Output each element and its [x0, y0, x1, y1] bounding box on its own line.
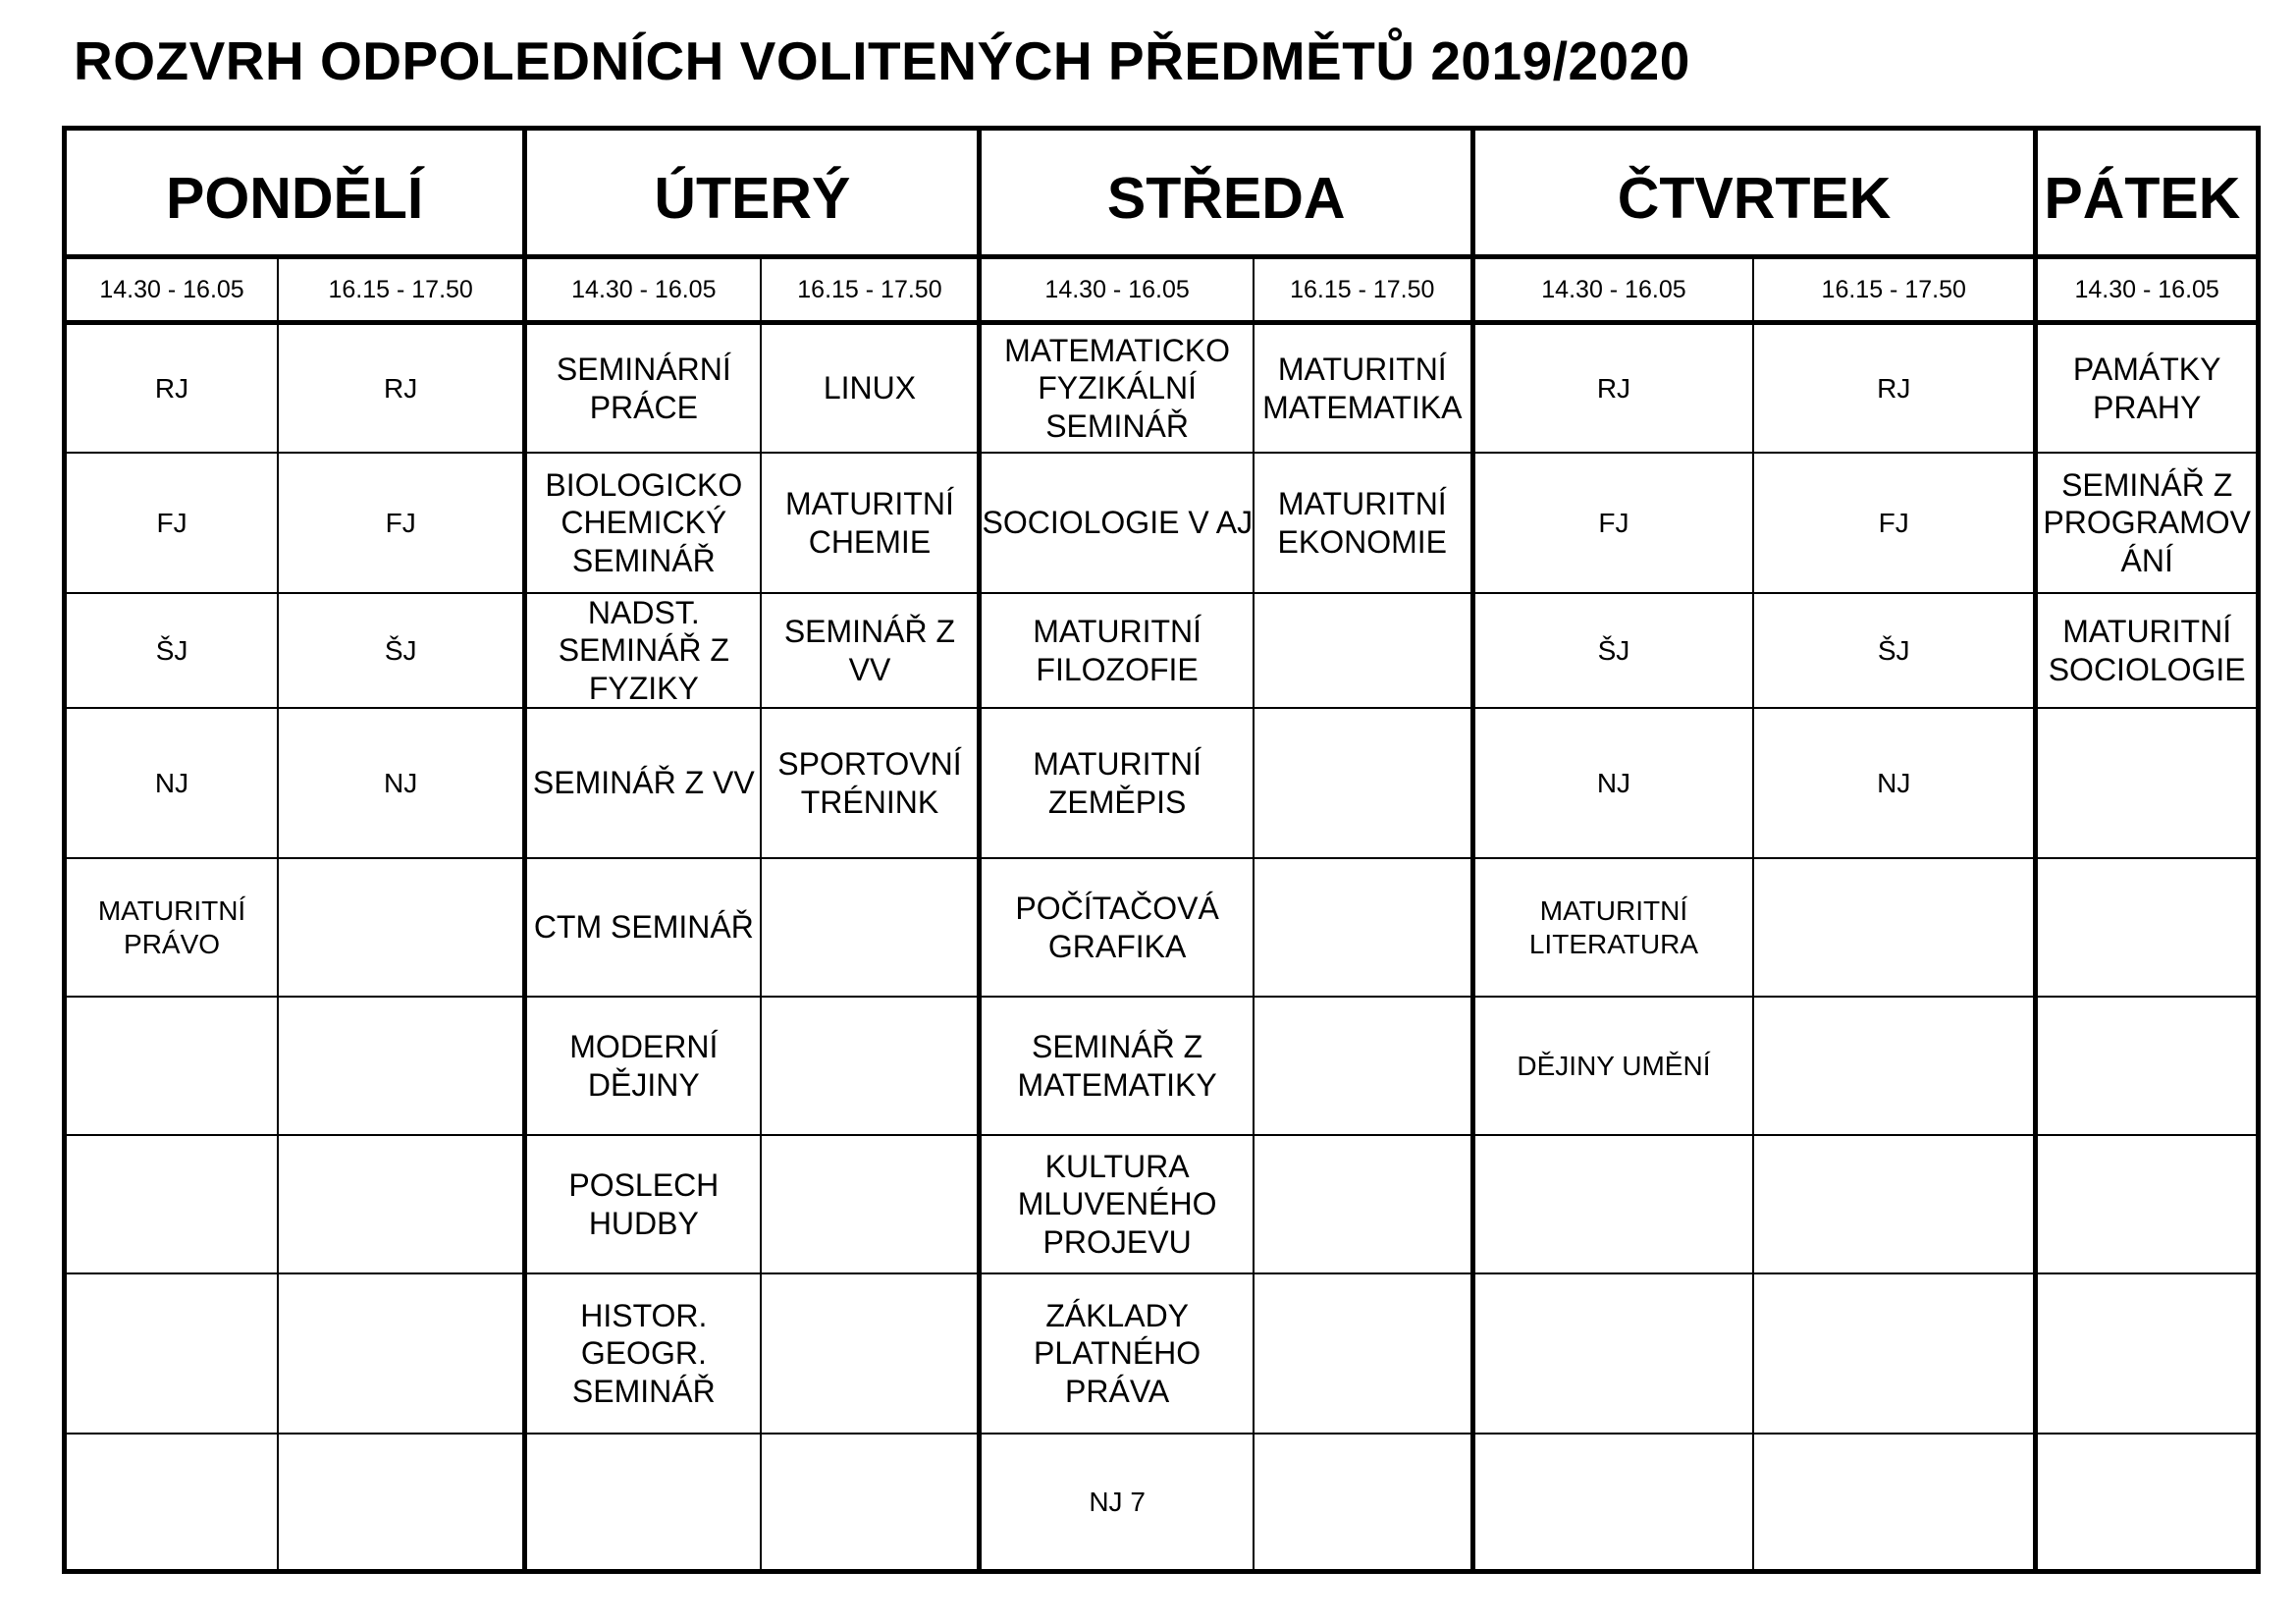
course-cell: LINUX	[761, 323, 980, 454]
course-cell: CTM SEMINÁŘ	[525, 858, 762, 997]
course-cell	[761, 858, 980, 997]
table-row	[65, 997, 2259, 1135]
course-cell: MATURITNÍ FILOZOFIE	[980, 593, 1254, 708]
course-cell	[278, 858, 525, 997]
course-cell: RJ	[1472, 323, 1753, 454]
course-cell: RJ	[1753, 323, 2036, 454]
time-slot: 14.30 - 16.05	[1472, 257, 1753, 323]
table-row	[65, 1273, 2259, 1434]
course-cell: SEMINÁŘ Z MATEMATIKY	[980, 997, 1254, 1135]
table-row	[65, 858, 2259, 997]
course-cell	[1254, 1434, 1473, 1572]
course-cell: FJ	[1753, 453, 2036, 593]
course-cell	[1254, 593, 1473, 708]
course-cell: RJ	[278, 323, 525, 454]
course-cell	[1472, 1273, 1753, 1434]
schedule-table	[62, 126, 2261, 1574]
page-title: ROZVRH ODPOLEDNÍCH VOLITENÝCH PŘEDMĚTŮ 2019/2020	[74, 30, 1690, 91]
course-cell: DĚJINY UMĚNÍ	[1472, 997, 1753, 1135]
course-cell: SEMINÁRNÍ PRÁCE	[525, 323, 762, 454]
time-slot: 14.30 - 16.05	[65, 257, 279, 323]
course-cell: FJ	[65, 453, 279, 593]
course-cell: RJ	[65, 323, 279, 454]
day-header-friday: PÁTEK	[2036, 129, 2259, 257]
table-row	[65, 323, 2259, 454]
course-cell: HISTOR. GEOGR. SEMINÁŘ	[525, 1273, 762, 1434]
day-header-thursday: ČTVRTEK	[1472, 129, 2036, 257]
course-cell: MATURITNÍ SOCIOLOGIE	[2036, 593, 2259, 708]
course-cell: ŠJ	[278, 593, 525, 708]
course-cell	[65, 1434, 279, 1572]
course-cell: MATURITNÍ ZEMĚPIS	[980, 708, 1254, 858]
course-cell: NADST. SEMINÁŘ Z FYZIKY	[525, 593, 762, 708]
course-cell	[1254, 858, 1473, 997]
course-cell: MATURITNÍ CHEMIE	[761, 453, 980, 593]
table-row	[65, 593, 2259, 708]
course-cell: MATURITNÍ MATEMATIKA	[1254, 323, 1473, 454]
time-slot: 14.30 - 16.05	[2036, 257, 2259, 323]
course-cell: FJ	[1472, 453, 1753, 593]
course-cell: MATEMATICKO FYZIKÁLNÍ SEMINÁŘ	[980, 323, 1254, 454]
course-cell	[2036, 1273, 2259, 1434]
course-cell	[1254, 708, 1473, 858]
course-cell: NJ	[1753, 708, 2036, 858]
course-cell: MATURITNÍ EKONOMIE	[1254, 453, 1473, 593]
course-cell	[2036, 858, 2259, 997]
course-cell	[1753, 1434, 2036, 1572]
course-cell: ZÁKLADY PLATNÉHO PRÁVA	[980, 1273, 1254, 1434]
course-cell	[1753, 858, 2036, 997]
course-cell	[2036, 1135, 2259, 1273]
course-cell	[761, 1273, 980, 1434]
course-cell: SEMINÁŘ Z VV	[761, 593, 980, 708]
course-cell: SPORTOVNÍ TRÉNINK	[761, 708, 980, 858]
course-cell	[278, 1135, 525, 1273]
course-cell: FJ	[278, 453, 525, 593]
course-cell: MATURITNÍ PRÁVO	[65, 858, 279, 997]
course-cell	[1254, 1135, 1473, 1273]
course-cell	[2036, 1434, 2259, 1572]
course-cell: PAMÁTKY PRAHY	[2036, 323, 2259, 454]
course-cell	[1472, 1434, 1753, 1572]
table-row	[65, 1135, 2259, 1273]
course-cell: NJ	[1472, 708, 1753, 858]
course-cell: ŠJ	[1753, 593, 2036, 708]
time-slot: 16.15 - 17.50	[1254, 257, 1473, 323]
course-cell	[65, 1273, 279, 1434]
course-cell	[525, 1434, 762, 1572]
day-header-row	[65, 129, 2259, 257]
course-cell	[278, 1273, 525, 1434]
course-cell	[761, 1434, 980, 1572]
course-cell	[1753, 1273, 2036, 1434]
course-cell: ŠJ	[65, 593, 279, 708]
course-cell: NJ	[65, 708, 279, 858]
course-cell	[761, 1135, 980, 1273]
course-cell: POČÍTAČOVÁ GRAFIKA	[980, 858, 1254, 997]
course-cell	[2036, 708, 2259, 858]
day-header-monday: PONDĚLÍ	[65, 129, 525, 257]
time-slot: 14.30 - 16.05	[525, 257, 762, 323]
course-cell	[2036, 997, 2259, 1135]
table-row	[65, 1434, 2259, 1572]
course-cell	[1254, 997, 1473, 1135]
course-cell	[761, 997, 980, 1135]
table-row	[65, 708, 2259, 858]
course-cell	[1753, 997, 2036, 1135]
course-cell	[278, 1434, 525, 1572]
time-header-row	[65, 257, 2259, 323]
course-cell: ŠJ	[1472, 593, 1753, 708]
day-header-tuesday: ÚTERÝ	[525, 129, 980, 257]
course-cell	[65, 997, 279, 1135]
course-cell	[1753, 1135, 2036, 1273]
course-cell: MODERNÍ DĚJINY	[525, 997, 762, 1135]
course-cell	[65, 1135, 279, 1273]
course-cell: POSLECH HUDBY	[525, 1135, 762, 1273]
course-cell	[1472, 1135, 1753, 1273]
course-cell: SEMINÁŘ Z VV	[525, 708, 762, 858]
course-cell: NJ 7	[980, 1434, 1254, 1572]
time-slot: 16.15 - 17.50	[278, 257, 525, 323]
course-cell	[278, 997, 525, 1135]
table-row	[65, 453, 2259, 593]
course-cell: SEMINÁŘ Z PROGRAMOV ÁNÍ	[2036, 453, 2259, 593]
course-cell: MATURITNÍ LITERATURA	[1472, 858, 1753, 997]
course-cell	[1254, 1273, 1473, 1434]
time-slot: 14.30 - 16.05	[980, 257, 1254, 323]
course-cell: KULTURA MLUVENÉHO PROJEVU	[980, 1135, 1254, 1273]
time-slot: 16.15 - 17.50	[761, 257, 980, 323]
course-cell: NJ	[278, 708, 525, 858]
course-cell: SOCIOLOGIE V AJ	[980, 453, 1254, 593]
course-cell: BIOLOGICKO CHEMICKÝ SEMINÁŘ	[525, 453, 762, 593]
day-header-wednesday: STŘEDA	[980, 129, 1472, 257]
time-slot: 16.15 - 17.50	[1753, 257, 2036, 323]
